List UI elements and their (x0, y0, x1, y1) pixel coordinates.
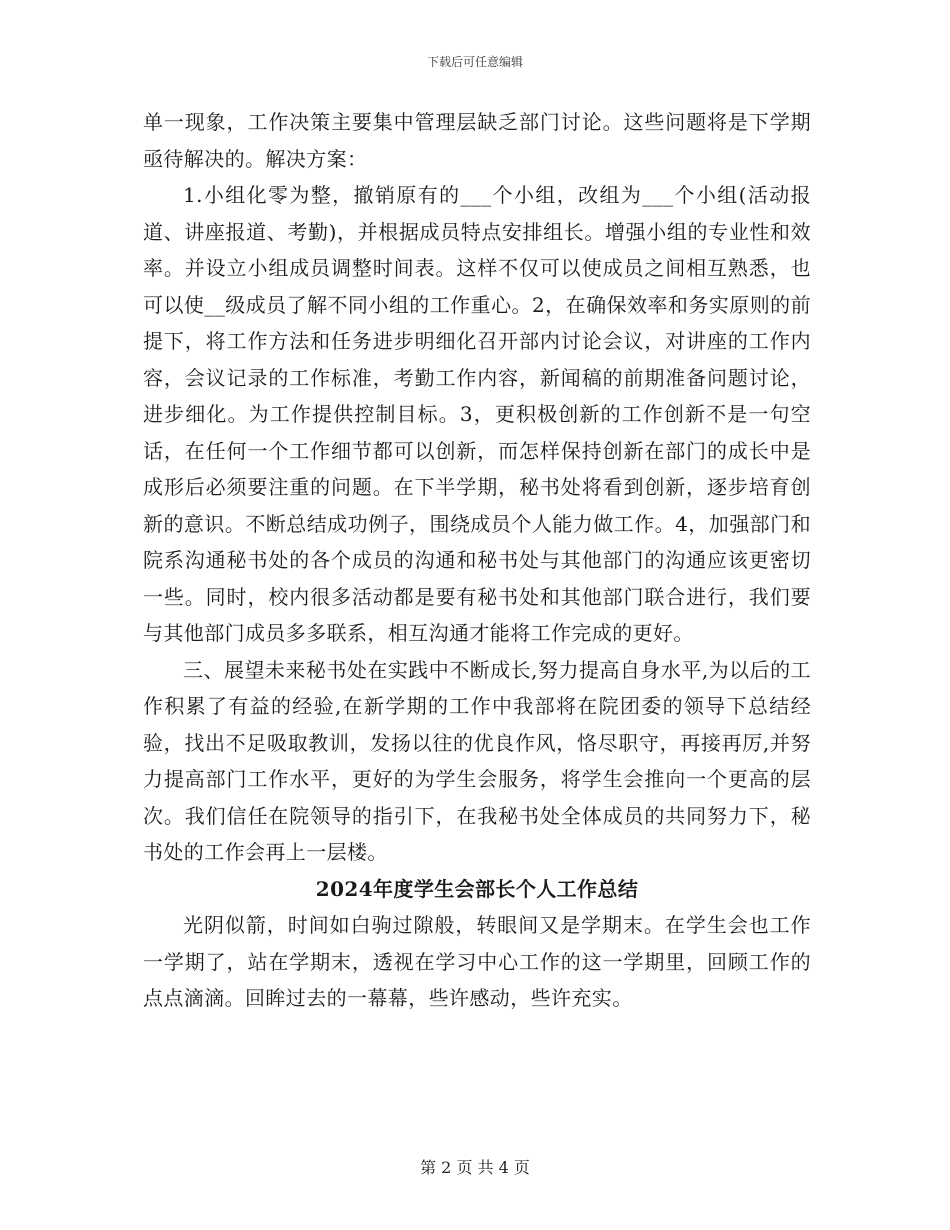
page-header: 下载后可任意编辑 (426, 55, 523, 69)
section-title: 2024年度学生会部长个人工作总结 (315, 876, 639, 901)
document-body (143, 104, 811, 1017)
paragraph-solutions: 1.小组化零为整，撤销原有的___个小组，改组为___个小组(活动报道、讲座报道、考勤)，并根据成员特点安排组长。增强小组的专业性和效率。并设立小组成员调整时间表。这样不仅可以使成员之间相互熟悉，也可以使__级成员了解不同小组的工作重心。2，在确保效率和务实原则的前提下，将工作方法和任务进步明细化召开部内讨论会议，对讲座的工作内容，会议记录的工作标准，考勤工作内容，新闻稿的前期准备问题讨论，进步细化。为工作提供控制目标。3，更积极创新的工作创新不是一句空话，在任何一个工作细节都可以创新，而怎样保持创新在部门的成长中是成形后必须要注重的问题。在下半学期，秘书处将看到创新，逐步培育创新的意识。不断总结成功例子，围绕成员个人能力做工作。4，加强部门和院系沟通秘书处的各个成员的沟通和秘书处与其他部门的沟通应该更密切一些。同时，校内很多活动都是要有秘书处和其他部门联合进行，我们要与其他部门成员多多联系，相互沟通才能将工作完成的更好。 (143, 183, 811, 645)
paragraph-outlook: 三、展望未来秘书处在实践中不断成长,努力提高自身水平,为以后的工作积累了有益的经验,在新学期的工作中我部将在院团委的领导下总结经验，找出不足吸取教训，发扬以往的优良作风，恪尽职守，再接再厉,并努力提高部门工作水平，更好的为学生会服务，将学生会推向一个更高的层次。我们信任在院领导的指引下，在我秘书处全体成员的共同努力下，秘书处的工作会再上一层楼。 (143, 657, 811, 864)
paragraph-intro: 光阴似箭，时间如白驹过隙般，转眼间又是学期末。在学生会也工作一学期了，站在学期末，透视在学习中心工作的这一学期里，回顾工作的点点滴滴。回眸过去的一幕幕，些许感动，些许充实。 (143, 913, 811, 1010)
page-number: 第 2 页 共 4 页 (420, 1158, 530, 1177)
paragraph-continuation: 单一现象，工作决策主要集中管理层缺乏部门讨论。这些问题将是下学期亟待解决的。解决方案： (143, 110, 811, 171)
